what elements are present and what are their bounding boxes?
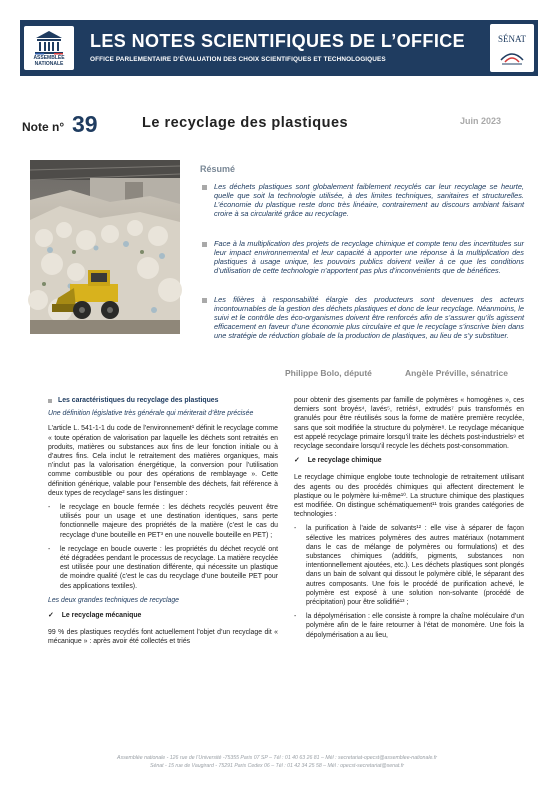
dash-bullet-icon: - [294, 613, 297, 621]
senat-logo-text: SÉNAT [497, 34, 526, 44]
footer [0, 754, 554, 770]
document-date: Juin 2023 [460, 116, 502, 126]
author-depute: Philippe Bolo, député [285, 368, 372, 378]
paragraph: 99 % des plastiques recyclés font actuellement l’objet d’un recyclage dit « mécanique » : après avoir été collectés et triés [48, 629, 278, 646]
list-item [48, 545, 278, 591]
note-label: Note n° [22, 120, 65, 134]
check-heading [294, 456, 524, 465]
photo-credit: © ASSEMBLÉE NATIONALE - M. DENIS [4, 154, 8, 220]
document-title: Le recyclage des plastiques [142, 115, 349, 131]
author-senatrice: Angèle Préville, sénatrice [405, 368, 508, 378]
checkmark-icon: ✓ [48, 612, 54, 620]
summary-bullet-text: Face à la multiplication des projets de recyclage chimique et compte tenu des incertitudes sur leur impact environnemental et leur capacité à apporter une réponse à la multiplication des plastiques à usage unique, les pouvoirs publics doivent veiller à ce que les conditions d’utilisation de cette technologie n’apportent pas plus d’inconvénients que de bénéfices. [214, 239, 524, 276]
list-item [48, 503, 278, 540]
paragraph: Le recyclage chimique englobe toute technologie de retraitement utilisant des agents ou des procédés chimiques qui affectent directement le plastique ou le polymère lui-même¹⁰. La structure chimique des plastiques est modifiée. On distingue schématiquement¹¹ trois grandes catégories de technologies : [294, 474, 524, 519]
left-column [48, 396, 278, 652]
summary-heading: Résumé [200, 164, 236, 174]
subheading: Les deux grandes techniques de recyclage [48, 596, 180, 604]
summary-bullet [202, 239, 524, 275]
list-item [294, 612, 524, 640]
summary-bullet-text: Les filières à responsabilité élargie des producteurs sont devenues des acteurs incontournables de la gestion des déchets plastiques et donc de leur recyclage. Néanmoins, le suivi et le contrôle des éco-organismes doivent être renforcés afin de s’assurer qu’ils agissent efficacement en faveur d’une économie plus circulaire et que le recyclage s’inscrive bien dans une stratégie de réduction globale de la production de plastiques, au lieu de s’y substituer. [214, 295, 524, 341]
recycling-facility-photo [4, 154, 180, 334]
dash-bullet-icon: - [294, 525, 297, 533]
paragraph: pour obtenir des gisements par famille de polymères « homogènes », ces derniers sont broyés⁴, lavés⁵, retriés⁶, extrudés⁷ puis transformés en granulés pour être réutilisés sous la forme de matière première recyclée, sans que soit modifiée la structure du polymère⁸. Le recyclage mécanique est appelé recyclage primaire lorsqu’il traite les déchets post-industriels⁹ et recyclage secondaire lorsqu’il recycle les déchets post-consommation. [294, 397, 524, 451]
senat-logo [490, 24, 534, 72]
check-heading-text: Le recyclage chimique [307, 457, 382, 465]
note-number: 39 [72, 111, 98, 137]
section-heading [48, 396, 278, 405]
footer-address-assemblee: Assemblée nationale - 126 rue de l’Université -75355 Paris 07 SP – Tél : 01 40 63 26 81 – Mél : secretariat-opecst@assemblee-nationale.fr [117, 755, 437, 761]
assemblee-logo-text: ASSEMBLÉE NATIONALE [33, 55, 65, 67]
hemicycle-icon [32, 29, 66, 55]
checkmark-icon: ✓ [294, 457, 300, 465]
right-column [294, 396, 524, 645]
senat-emblem-icon [498, 46, 526, 68]
bullet-square-icon [202, 242, 207, 247]
subheading: Une définition législative très générale qui mériterait d’être précisée [48, 410, 254, 418]
list-item-text: la dépolymérisation : elle consiste à rompre la chaîne moléculaire d’un polymère afin de le faire retourner à l’état de monomère. Une fois la dépolymérisation a au lieu, [306, 613, 524, 639]
series-title: LES NOTES SCIENTIFIQUES DE L’OFFICE [90, 31, 466, 51]
check-heading-text: Le recyclage mécanique [61, 612, 142, 620]
header-banner [20, 20, 538, 76]
section-square-icon [48, 399, 52, 403]
paragraph: L’article L. 541-1-1 du code de l’environnement¹ définit le recyclage comme « toute opération de valorisation par laquelle les déchets sont retraités en produits, matières ou substances aux fins de leur fonction initiale ou à d’autres fins. Cela inclut le retraitement des matières organiques, mais n’inclut pas la valorisation énergétique, la conversion pour l’utilisation comme combustible ou pour des opérations de remblayage ». Cette définition générique, valable pour l’ensemble des déchets, fait référence à deux types de recyclage² sans les distinguer : [48, 425, 278, 497]
summary-bullet [202, 182, 524, 218]
assemblee-nationale-logo [24, 26, 74, 70]
bullet-square-icon [202, 298, 207, 303]
dash-bullet-icon: - [48, 545, 51, 553]
summary-bullet-text: Les déchets plastiques sont globalement faiblement recyclés car leur recyclage se heurte, quelle que soit la technologie utilisée, à des limites techniques, sanitaires et structurelles. L’économie du plastique reste donc très linéaire, contrairement au discours ambiant faisant croire à sa circularité grâce au recyclage. [214, 182, 524, 219]
dash-bullet-icon: - [48, 504, 51, 512]
list-item-text: le recyclage en boucle ouverte : les propriétés du déchet recyclé ont été dégradées pendant le processus de recyclage. La matière recyclée est utilisée pour une destination différente, qui nécessite un plastique de moindre qualité (c’est le cas du recyclage d’une bouteille PET pour des applications textiles). [60, 545, 278, 590]
list-item-text: le recyclage en boucle fermée : les déchets recyclés peuvent être utilisés pour un usage et une destination identiques, sans perte fonctionnelle majeure des propriétés de la matière (c’est le cas du recyclage d’une bouteille en PET³ en une nouvelle bouteille en PET) ; [60, 504, 278, 539]
list-item-text: la purification à l’aide de solvants¹² : elle vise à séparer de façon sélective les matrices polymères des autres matériaux (notamment dans le cas de mélange de polymères ou formulations) et des substances chimiques (additifs, pigments, substances non intentionnellement ajoutées, etc.). Les déchets plastiques sont plongés dans un bain de solvant qui dissout le polymère ciblé, le séparant des autres composants. Une fois le procédé de purification achevé, le polymère est exposé à une solution non-solvante (procédé de précipitation) pour être solidifié¹³ ; [306, 525, 524, 607]
series-subtitle: OFFICE PARLEMENTAIRE D’ÉVALUATION DES CHOIX SCIENTIFIQUES ET TECHNOLOGIQUES [90, 56, 386, 63]
section-heading-text: Les caractéristiques du recyclage des plastiques [58, 397, 219, 404]
check-heading [48, 611, 278, 620]
list-item [294, 524, 524, 607]
summary-bullet [202, 295, 524, 340]
bullet-square-icon [202, 185, 207, 190]
footer-address-senat: Sénat - 15 rue de Vaugirard - 75291 Paris Cedex 06 – Tél : 01 42 34 25 58 – Mél : opecst-secretariat@senat.fr [150, 763, 404, 769]
